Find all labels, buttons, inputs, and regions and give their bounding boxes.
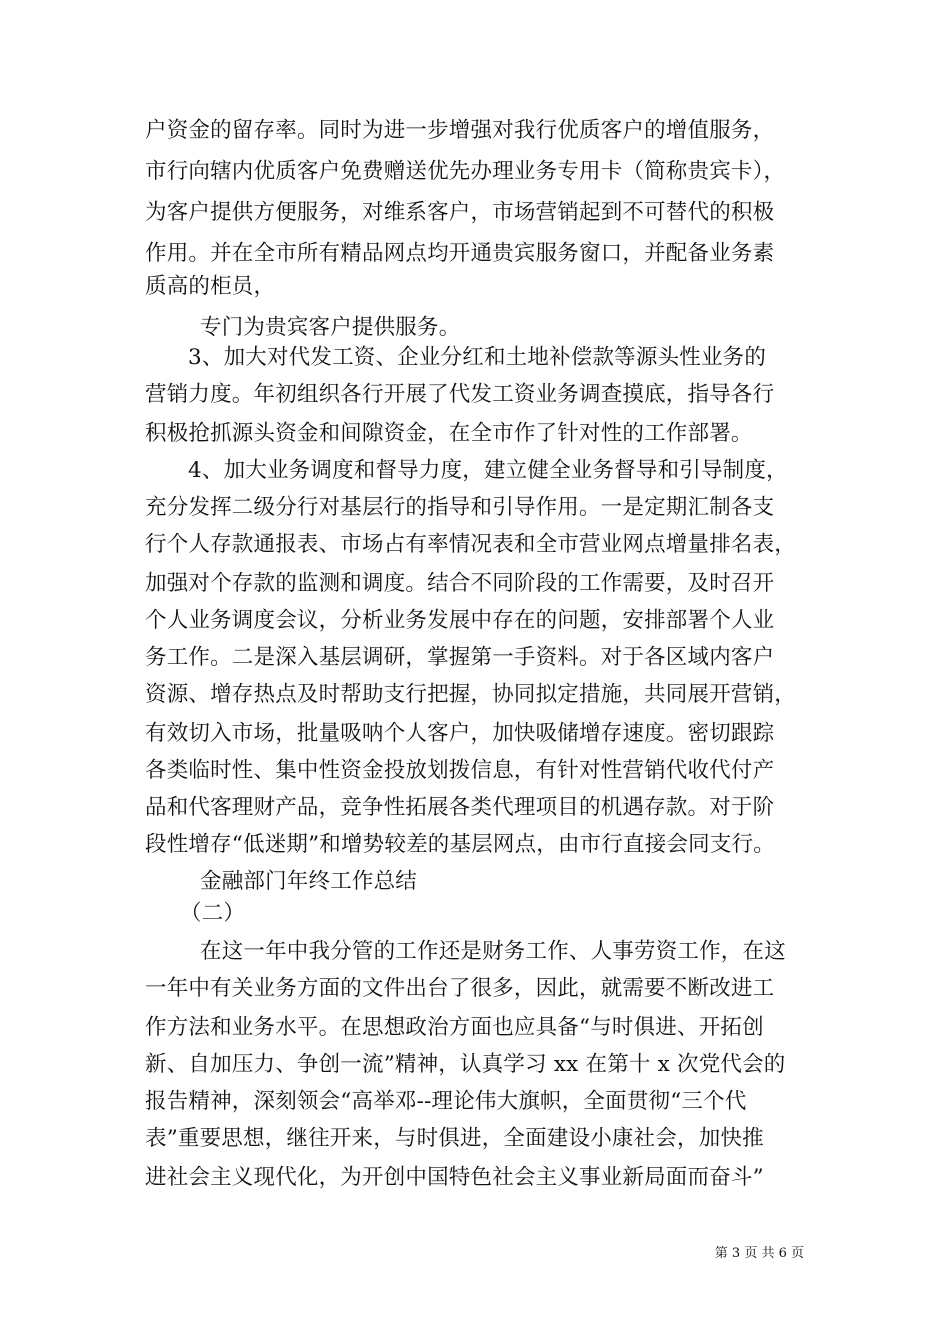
text-line: 个人业务调度会议，分析业务发展中存在的问题，安排部署个人业 <box>145 608 775 633</box>
text-line: 有效切入市场，批量吸呐个人客户，加快吸储增存速度。密切跟踪 <box>145 721 775 746</box>
text-line: 4、加大业务调度和督导力度，建立健全业务督导和引导制度， <box>188 458 788 483</box>
section-title: 金融部门年终工作总结 <box>200 869 418 894</box>
text-line: 新、自加压力、争创一流”精神，认真学习 xx 在第十 x 次党代会的 <box>145 1052 786 1077</box>
page-number: 第 3 页 共 6 页 <box>714 1246 804 1261</box>
text-line: 市行向辖内优质客户免费赠送优先办理业务专用卡（简称贵宾卡）， <box>145 159 786 184</box>
text-line: 充分发挥二级分行对基层行的指导和引导作用。一是定期汇制各支 <box>145 495 775 520</box>
text-line: 各类临时性、集中性资金投放划拨信息，有针对性营销代收代付产 <box>145 758 775 783</box>
text-line: 为客户提供方便服务，对维系客户，市场营销起到不可替代的积极 <box>145 200 775 225</box>
text-line: 质高的柜员， <box>145 274 276 299</box>
text-line: 品和代客理财产品，竞争性拓展各类代理项目的机遇存款。对于阶 <box>145 795 775 820</box>
text-line: 加强对个存款的监测和调度。结合不同阶段的工作需要，及时召开 <box>145 571 775 596</box>
text-line: 3、加大对代发工资、企业分红和土地补偿款等源头性业务的 <box>188 345 767 370</box>
text-line: 户资金的留存率。同时为进一步增强对我行优质客户的增值服务， <box>145 118 775 143</box>
text-line: 资源、增存热点及时帮助支行把握，协同拟定措施，共同展开营销， <box>145 682 797 707</box>
text-line: 表”重要思想，继往开来，与时俱进，全面建设小康社会，加快推 <box>145 1126 764 1151</box>
text-line: 营销力度。年初组织各行开展了代发工资业务调查摸底，指导各行 <box>145 382 775 407</box>
text-line: 行个人存款通报表、市场占有率情况表和全市营业网点增量排名表， <box>145 532 797 557</box>
text-line: 进社会主义现代化，为开创中国特色社会主义事业新局面而奋斗” <box>145 1165 764 1190</box>
section-subtitle: （二） <box>180 901 246 926</box>
text-line: 一年中有关业务方面的文件出台了很多，因此，就需要不断改进工 <box>145 976 775 1001</box>
text-line: 作用。并在全市所有精品网点均开通贵宾服务窗口，并配备业务素 <box>145 241 775 266</box>
text-line: 务工作。二是深入基层调研，掌握第一手资料。对于各区域内客户 <box>145 645 775 670</box>
text-line: 在这一年中我分管的工作还是财务工作、人事劳资工作，在这 <box>200 939 786 964</box>
text-line: 段性增存“低迷期”和增势较差的基层网点，由市行直接会同支行。 <box>145 832 775 857</box>
text-line: 专门为贵宾客户提供服务。 <box>200 315 461 340</box>
text-line: 报告精神，深刻领会“高举邓--理论伟大旗帜，全面贯彻“三个代 <box>145 1089 747 1114</box>
text-line: 作方法和业务水平。在思想政治方面也应具备“与时俱进、开拓创 <box>145 1015 764 1040</box>
text-line: 积极抢抓源头资金和间隙资金，在全市作了针对性的工作部署。 <box>145 421 753 446</box>
